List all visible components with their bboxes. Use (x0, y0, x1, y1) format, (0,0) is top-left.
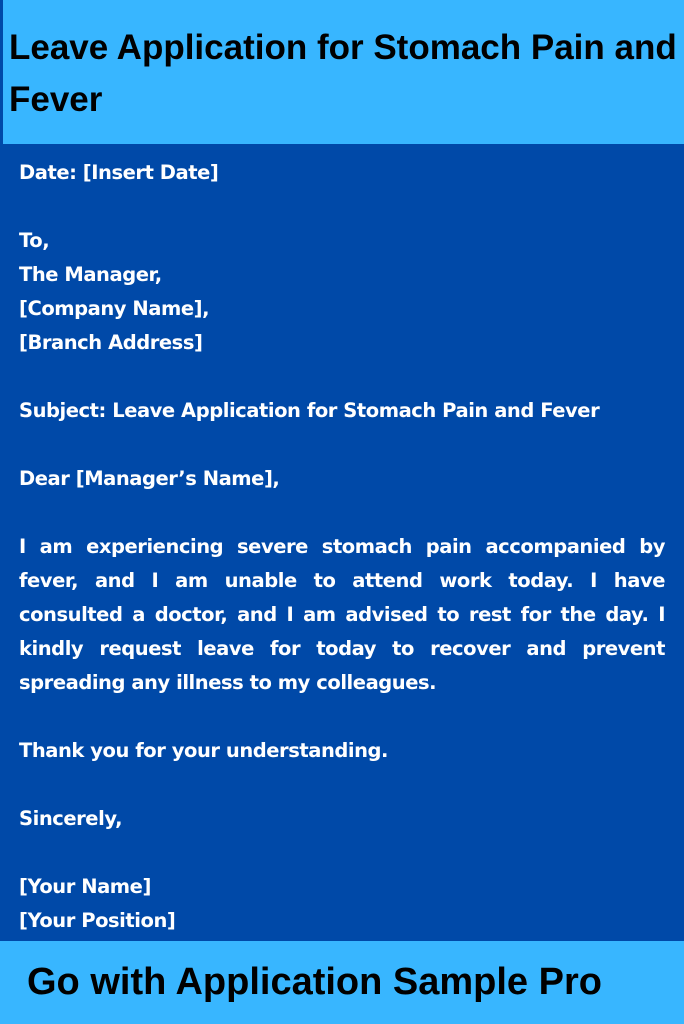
spacer (19, 836, 665, 870)
letter-date: Date: [Insert Date] (19, 161, 219, 184)
letter-to: To, (19, 229, 50, 252)
letter-body (19, 156, 665, 938)
spacer (19, 700, 665, 734)
footer-tagline: Go with Application Sample Pro (27, 961, 602, 1003)
letter-thanks: Thank you for your understanding. (19, 739, 389, 762)
spacer (19, 428, 665, 462)
page-title: Leave Application for Stomach Pain and Fever (9, 28, 677, 119)
spacer (19, 496, 665, 530)
letter-signature-name: [Your Name] (19, 875, 151, 898)
letter-body-paragraph: I am experiencing severe stomach pain accompanied by fever, and I am unable to attend work today. I have consulted a doctor, and I am advised to rest for the day. I kindly request leave for today to recover and prevent spreading any illness to my colleagues. (19, 535, 665, 694)
letter-salutation: Dear [Manager’s Name], (19, 467, 280, 490)
letter-subject: Subject: Leave Application for Stomach Pain and Fever (19, 399, 600, 422)
spacer (19, 360, 665, 394)
spacer (19, 190, 665, 224)
letter-signature-position: [Your Position] (19, 909, 176, 932)
footer-banner (0, 941, 684, 1024)
letter-closing: Sincerely, (19, 807, 123, 830)
letter-company: [Company Name], (19, 297, 210, 320)
spacer (19, 768, 665, 802)
letter-branch: [Branch Address] (19, 331, 203, 354)
letter-recipient: The Manager, (19, 263, 162, 286)
title-banner (0, 0, 684, 144)
